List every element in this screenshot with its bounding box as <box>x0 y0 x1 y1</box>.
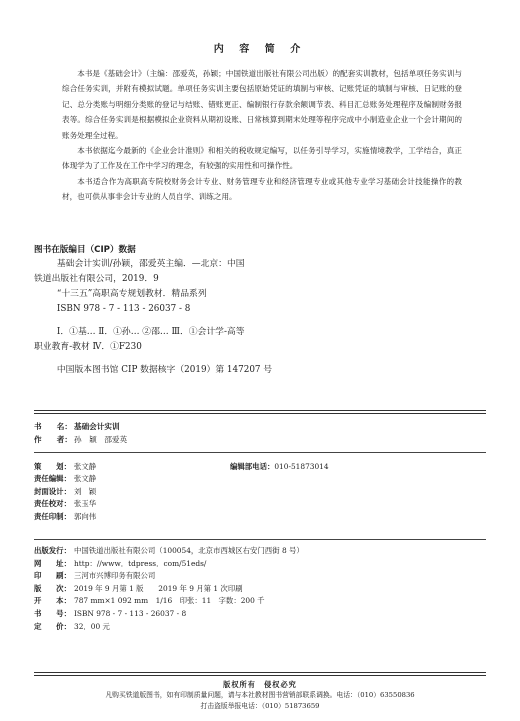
cip-line: Ⅰ．①基… Ⅱ．①孙… ②邵… Ⅲ．①会计学-高等 <box>56 327 245 337</box>
intro-text <box>62 66 462 205</box>
cover-design-label: 封面设计： <box>34 486 71 496</box>
publisher-label: 出版发行： <box>34 546 71 555</box>
cip-line: 职业教育-教材 Ⅳ．①F230 <box>34 342 142 352</box>
planning-label: 策 划： <box>34 462 71 471</box>
cip-title: 图书在版编目（CIP）数据 <box>34 245 136 255</box>
piracy-report: 打击盗版举报电话：（010）51873659 <box>200 702 320 710</box>
print-manager-label: 责任印制： <box>34 511 71 521</box>
edition: 2019 年 9 月第 1 版 2019 年 9 月第 1 次印刷 <box>74 583 243 593</box>
divider <box>34 452 486 453</box>
isbn: ISBN 978 - 7 - 113 - 26037 - 8 <box>74 608 187 618</box>
divider <box>34 410 486 414</box>
publishing-info <box>34 545 304 633</box>
editor-info <box>34 461 486 523</box>
cip-line: 基础会计实训/孙颖，邵爱英主编．—北京：中国 <box>56 259 245 269</box>
intro-paragraph: 本书适合作为高职高专院校财务会计专业、财务管理专业和经济管理专业或其他专业学习基础会计技能操作的教材，也可供从事非会计专业的人员自学、训练之用。 <box>62 176 462 202</box>
format: 787 mm×1 092 mm 1/16 印张：11 字数：200 千 <box>74 596 265 606</box>
price-label: 定 价： <box>34 621 71 631</box>
divider <box>34 672 486 676</box>
responsible-editor-label: 责任编辑： <box>34 474 71 484</box>
book-info <box>34 420 127 446</box>
intro-title: 内 容 简 介 <box>213 44 307 55</box>
website: http：//www．tdpress．com/51eds/ <box>74 558 207 568</box>
cip-line: 铁道出版社有限公司，2019．9 <box>34 274 159 284</box>
phone-label: 编辑部电话： <box>230 462 275 471</box>
cip-line: “十三五”高职高专规划教材．精品系列 <box>56 289 207 299</box>
planning-editor: 张文静 <box>74 462 97 471</box>
print-manager: 郭向伟 <box>74 511 97 521</box>
editorial-phone: 010-51873014 <box>274 462 329 471</box>
author-label: 作 者： <box>34 435 72 444</box>
intro-paragraph: 本书是《基础会计》（主编：邵爱英，孙颖；中国铁道出版社有限公司出版）的配套实训教材，包括单项任务实训与综合任务实训，并附有模拟试题。单项任务实训主要包括原始凭证的填制与审核、记账凭证的填制与审核、日记账的登记、总分类账与明细分类账的登记与结账、错账更正、编制银行存款余额调节表、科目汇总账务处理程序及编制财务报表等。综合任务实训是根据模拟企业资料从期初设账、日常核算到期末处理等程序完成中小制造业企业一个会计期间的账务处理全过程。 <box>62 69 462 140</box>
book-name-label: 书 名： <box>34 422 72 431</box>
cover-designer: 刘 颖 <box>74 486 97 496</box>
service-notice: 凡购买铁道版图书，如有印制质量问题，请与本社教材图书营销部联系调换。电话：（010）63550836 <box>105 691 415 699</box>
proofreader-label: 责任校对： <box>34 499 71 509</box>
price: 32．00 元 <box>74 621 110 631</box>
printer-label: 印 刷： <box>34 571 71 581</box>
author: 孙 颖 邵爱英 <box>74 435 128 444</box>
cip-line: ISBN 978 - 7 - 113 - 26037 - 8 <box>56 304 191 314</box>
cip-data <box>34 257 334 378</box>
rights-notice: 版权所有 侵权必究 <box>223 680 297 689</box>
cip-record-number: 中国版本图书馆 CIP 数据核字（2019）第 147207 号 <box>56 365 273 375</box>
edition-label: 版 次： <box>34 583 71 593</box>
intro-paragraph: 本书依据迄今最新的《企业会计准则》和相关的税收规定编写，以任务引导学习，实施情境教学，工学结合，真正体现学为了工作及在工作中学习的理念，有较强的实用性和可操作性。 <box>62 146 462 171</box>
book-name: 基础会计实训 <box>74 422 120 431</box>
website-label: 网 址： <box>34 558 71 568</box>
format-label: 开 本： <box>34 596 71 606</box>
publisher: 中国铁道出版社有限公司（100054，北京市西城区右安门西街 8 号） <box>74 546 304 555</box>
proofreader: 张玉华 <box>74 499 97 509</box>
footer <box>0 679 520 712</box>
isbn-label: 书 号： <box>34 608 71 618</box>
responsible-editor: 张文静 <box>74 474 97 484</box>
divider <box>34 539 486 540</box>
printer: 三河市兴博印务有限公司 <box>74 571 156 581</box>
